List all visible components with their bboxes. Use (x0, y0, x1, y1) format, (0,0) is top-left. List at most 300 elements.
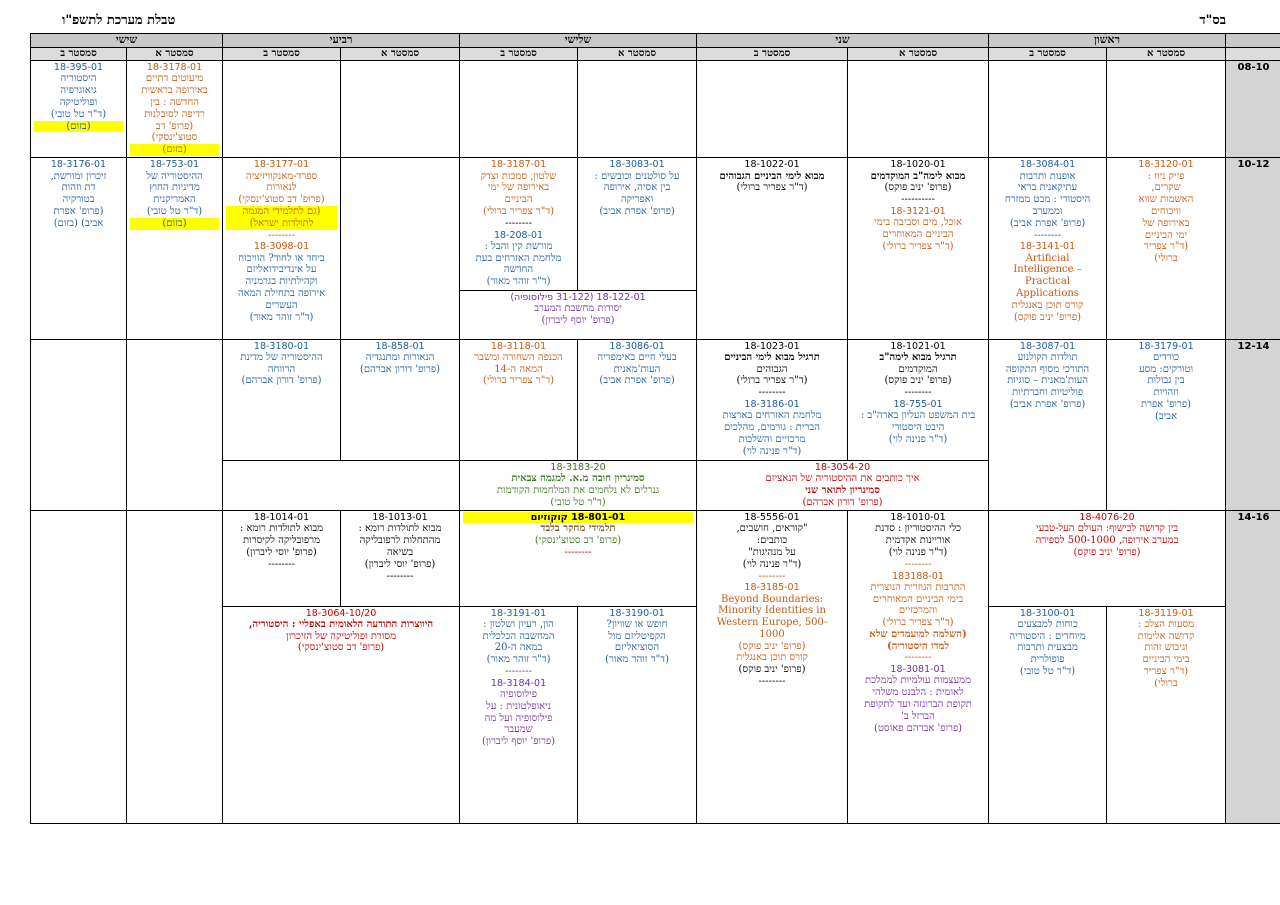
course-line: באירופה של (1142, 217, 1190, 229)
course-code: 18-1023-01 (744, 340, 800, 352)
course-cell (460, 158, 578, 291)
course-cell (341, 339, 460, 461)
course-line: (פרופ' דורון אברהם) (241, 375, 322, 387)
course-line: על מנהיגות" (748, 546, 796, 558)
course-line: (פרופ' יניב פוקס) (884, 182, 952, 194)
course-line: Beyond Boundaries: (721, 593, 824, 605)
course-cell (460, 461, 697, 511)
course-line: וזהויות (1153, 387, 1179, 399)
course-cell (31, 158, 127, 339)
course-line: ההיסטוריה של מדינת (240, 351, 323, 363)
course-code: 18-1021-01 (890, 340, 946, 352)
course-line: תלמידי מחקר בלבד (540, 523, 616, 535)
course-cell (989, 61, 1107, 158)
day-header-friday: שישי (31, 34, 223, 48)
course-line: (גם לתלמידי המגמה (226, 206, 337, 218)
course-line: 1000 (759, 628, 785, 640)
course-code: 18-3087-01 (1019, 340, 1076, 352)
course-line: אירופה בתחילת המאה (237, 288, 326, 300)
course-code: 18-1014-01 (253, 512, 310, 524)
course-line: (ד"ר פנינה לוי) (742, 445, 802, 457)
day-header-monday: שני (697, 34, 989, 48)
course-line: בימי הביניים (1142, 654, 1190, 666)
course-line: בשיאה (386, 546, 414, 558)
course-line: בין אסיה, אירופה (603, 182, 671, 194)
course-line: (פרופ' דורון אברהם) (802, 497, 883, 509)
course-cell (989, 511, 1226, 607)
semester-header: סמסטר א (848, 48, 989, 61)
course-line: -------- (1034, 229, 1062, 241)
course-line: באירופה בראשית (141, 85, 208, 97)
course-line: העות'מאנית (613, 363, 661, 375)
course-code: 18-3186-01 (744, 398, 800, 410)
course-code: 18-3191-01 (490, 607, 547, 619)
course-line: יסודות מחשבת המערב (534, 303, 622, 315)
course-line: פייק ניוז : (1147, 170, 1185, 182)
course-line: בטורקיה (62, 194, 95, 206)
course-cell (460, 511, 697, 607)
course-line: -------- (758, 676, 786, 688)
corner-cell (1226, 34, 1280, 48)
course-line: -------- (758, 570, 786, 582)
corner-cell (1226, 48, 1280, 61)
course-line: במערב אירופה, 500-1000 לספירה (1035, 535, 1179, 547)
course-line: (ד"ר צפריר ברולי) (483, 206, 555, 218)
course-line: לנאורות (266, 182, 297, 194)
course-line: התורכי מסוף התקופה (1005, 363, 1090, 375)
course-line: (פרופ' אפרת (1141, 398, 1192, 410)
course-line: (ד"ר צפריר ברולי) (882, 617, 954, 629)
course-line: (ד"ר זוהר מאור) (486, 276, 551, 288)
time-slot: 10-12 (1226, 158, 1280, 339)
course-line: באירופה של ימי (487, 182, 550, 194)
course-line: -------- (268, 558, 296, 570)
course-code: 18-3120-01 (1138, 159, 1194, 171)
course-line: היווצרות התודעה הלאומית באפליי : היסטוריה, (248, 618, 434, 630)
course-line: (פרופ' יניב פוקס) (738, 664, 806, 676)
course-line: היסטוריה (60, 73, 97, 85)
course-line: המאה ה-14 (494, 363, 543, 375)
course-line: ההיסטוריה של (146, 170, 203, 182)
course-code: 18-3119-01 (1138, 607, 1194, 619)
course-line: (פרופ' יוסף ליברון) (482, 736, 556, 748)
course-line: תולדות הקולנוע (1017, 351, 1078, 363)
course-line: (ד"ר פנינה לוי) (742, 558, 802, 570)
course-code: 18-3121-01 (890, 206, 946, 218)
course-line: קורס תוכן באנגלית (1011, 299, 1084, 311)
page-title: טבלת מערכת לתשפ"ו (62, 13, 176, 28)
semester-header: סמסטר א (1107, 48, 1226, 61)
course-line: (פרופ' יוסף ליברון) (541, 315, 615, 327)
course-cell (223, 61, 341, 158)
course-line: Applications (1016, 288, 1079, 300)
course-code: 18-753-01 (149, 159, 200, 171)
semester-header: סמסטר ב (697, 48, 848, 61)
course-line: (ד"ר צפריר ברולי) (736, 182, 808, 194)
course-code: 18-3176-01 (50, 159, 107, 171)
course-cell (460, 291, 697, 339)
course-line: אוכל, מים וסביבה בימי (874, 217, 962, 229)
course-cell (1107, 339, 1226, 511)
slot-row-1416-top (31, 511, 1280, 607)
course-code: 18-3084-01 (1019, 159, 1076, 171)
course-cell (697, 511, 848, 824)
course-cell (1107, 158, 1226, 339)
course-line: (ד"ר פנינה לוי) (888, 433, 948, 445)
course-line: ניאופלטונית : על (486, 700, 552, 712)
course-line: תרגיל מבוא לימה"ב (879, 351, 957, 363)
course-line: מורשת קין והבל : (484, 240, 553, 252)
course-cell (31, 511, 127, 824)
course-line: "קוראים, חושבים, (736, 523, 808, 535)
course-line: בין קדושה לכישוף: העולם העל-טבעי (1035, 523, 1179, 535)
course-code: 18-3098-01 (253, 241, 310, 253)
course-line: ביחד או לחוד? הוויכוח (238, 252, 325, 264)
course-code: 18-3141-01 (1019, 241, 1076, 253)
course-line: וממערב (1032, 206, 1063, 218)
course-code: 18-4076-20 (1079, 512, 1135, 524)
course-line: Western Europe, 500- (716, 617, 828, 629)
slot-row-0810 (31, 61, 1280, 158)
course-line: פילוסופיה (500, 689, 538, 701)
course-cell (223, 461, 460, 511)
course-line: וקהילתיות בגרמניה (245, 276, 318, 288)
course-line: סטוצ'ינסקי) (151, 132, 198, 144)
course-line: הברית : גורמים, מהלכים (724, 421, 821, 433)
course-line: (פרופ' יניב פוקס) (738, 640, 806, 652)
course-line: למדו היסטוריה) (886, 640, 950, 652)
course-line: גנרלים לא נלחמים את המלחמות הקודמות (496, 485, 660, 497)
course-line: (ד"ר טל טובי) (1019, 666, 1076, 678)
course-line: פופולרית (1030, 654, 1065, 666)
course-line: מיוחדים : היסטוריה (1009, 630, 1086, 642)
course-line: מבוא לתולדות רומא : (358, 523, 442, 535)
course-line: הון, רעיון ושלטון : (483, 618, 554, 630)
course-code: 18-1022-01 (744, 159, 800, 171)
course-code: 18-3183-20 (550, 462, 606, 474)
course-line: (ד"ר זוהר מאור) (486, 654, 551, 666)
course-cell (578, 339, 697, 461)
course-line: וויכוחים (1151, 206, 1182, 218)
course-cell (697, 461, 989, 511)
course-line: -------- (904, 652, 932, 664)
course-line: ---------- (901, 194, 935, 206)
course-line: מרפובליקה לקיסרות (243, 535, 320, 547)
course-code: 18-3178-01 (146, 62, 203, 74)
course-cell (127, 511, 223, 824)
course-line: Artificial (1025, 252, 1070, 264)
course-line: -------- (505, 217, 533, 229)
course-line: -------- (268, 229, 296, 241)
course-line: מהתחלות לרפובליקה (359, 535, 441, 547)
semester-header: סמסטר ב (31, 48, 127, 61)
course-code: 18-755-01 (893, 398, 943, 410)
course-line: (פרופ' דב (155, 120, 194, 132)
course-line: הקפיטליזם מול (608, 630, 666, 642)
course-line: מיעוטים דתיים (145, 73, 204, 85)
course-cell (223, 511, 341, 607)
course-code: 18-1020-01 (890, 159, 946, 171)
course-line: כותבים: (756, 535, 788, 547)
time-slot: 08-10 (1226, 61, 1280, 158)
course-code: 18-858-01 (375, 340, 425, 352)
course-code: 18-3081-01 (890, 664, 946, 676)
course-line: סמינריון חובה מ.א. למגמה צבאית (511, 473, 645, 485)
course-line: פילוסופיה ועל מה (484, 712, 553, 724)
course-line: (ד"ר צפריר ברולי) (736, 375, 808, 387)
course-line: (פרופ' אפרת אביב) (599, 375, 675, 387)
course-line: כורדים (1153, 351, 1180, 363)
course-line: (פרופ' דורון אברהם) (360, 363, 441, 375)
course-line: מרכזיים והשלכות (738, 433, 806, 445)
course-line: Minority Identities in (718, 605, 826, 617)
course-line: היבט היסטורי (891, 421, 945, 433)
course-line: איך כותבים את ההיסטוריה של הנאציזם (765, 473, 920, 485)
course-cell (127, 61, 223, 158)
course-line: עתיקאנית בראי (1017, 182, 1078, 194)
course-cell (848, 339, 989, 461)
day-header-sunday: ראשון (989, 34, 1226, 48)
slot-row-1214-top (31, 339, 1280, 461)
course-line: המחשבה הכלכלית (482, 630, 555, 642)
course-cell (460, 606, 578, 823)
course-line: לתולדות ישראל) (226, 218, 337, 230)
course-line: -------- (386, 570, 414, 582)
course-line: וגיבוש זהות (1144, 642, 1188, 654)
course-line: (פרופ' אפרת (53, 206, 104, 218)
course-code: 183188-01 (892, 570, 944, 582)
course-line: הסוציאליזם (614, 642, 660, 654)
course-line: (ד"ר טל טובי) (550, 497, 606, 509)
course-line: (פרופ' אפרת אביב) (1009, 398, 1086, 410)
course-line: אופנות ותרבות (1019, 170, 1076, 182)
course-code: 18-395-01 (53, 62, 104, 74)
course-line: (ד"ר טל טובי) (146, 206, 203, 218)
top-mark: בס"ד (1199, 13, 1226, 28)
course-line: (פרופ' יוסי ליברון) (246, 546, 317, 558)
course-line: (פרופ' אפרת אביב) (599, 206, 675, 218)
course-code: 18-3054-20 (814, 462, 871, 474)
course-cell (223, 606, 460, 823)
course-line: רדיפה לסובלנות (144, 108, 205, 120)
course-line: על סולטנים וכובשים : (594, 170, 680, 182)
course-line: ואפריקה (620, 194, 654, 206)
course-line: (השלמה למועמדים שלא (869, 628, 967, 640)
course-code: 18-3064-10/20 (305, 607, 377, 619)
course-line: בעלי חיים באימפריה (597, 351, 677, 363)
course-line: מסעות הצלב : (1137, 618, 1195, 630)
course-line: -------- (904, 387, 932, 399)
course-line: בית המשפט העליון בארה"ב : (860, 410, 976, 422)
course-cell (127, 158, 223, 339)
course-line: מלחמת האזרחים בארצות (722, 410, 822, 422)
course-line: ברולי) (1154, 677, 1178, 689)
course-line: (פרופ' יניב פוקס) (1014, 311, 1082, 323)
course-line: (בזום) (130, 144, 219, 156)
course-line: (ד"ר זוהר מאור) (605, 654, 669, 666)
semesters-row (31, 48, 1280, 61)
course-cell (697, 158, 848, 339)
course-code: 18-3180-01 (253, 340, 310, 352)
course-line: הביניים (504, 194, 533, 206)
course-line: מבוא לימי הביניים הגבוהים (719, 170, 825, 182)
course-line: (ד"ר פנינה לוי) (888, 546, 948, 558)
course-line: מבוא לימה"ב המוקדמים (870, 170, 966, 182)
course-cell (223, 158, 341, 339)
course-line: Practical (1025, 276, 1071, 288)
course-line: וטורקים: מסע (1138, 363, 1194, 375)
course-line: -------- (505, 666, 533, 678)
course-line: על אינדיבידואליזם (246, 264, 317, 276)
course-line: במאה ה-20 (494, 642, 543, 654)
course-cell (697, 61, 848, 158)
course-line: (פרופ' יניב פוקס) (1073, 546, 1141, 558)
course-line: החדשה (503, 264, 534, 276)
time-slot: 12-14 (1226, 339, 1280, 511)
course-code: 18-5556-01 (744, 512, 800, 524)
course-line: (בזום) (34, 121, 123, 133)
course-cell (578, 158, 697, 291)
course-cell (341, 158, 460, 339)
course-code: 18-1010-01 (890, 512, 946, 524)
course-line: העות'מאנית – סוגיות (1007, 375, 1088, 387)
course-line: ממעצמות עולמיות לממלכת (865, 675, 972, 687)
course-line: שלטון, סמכות וצדק (480, 170, 557, 182)
course-line: -------- (758, 387, 786, 399)
course-line: זיכרון ומורשת, (50, 170, 107, 182)
course-code: 18-3100-01 (1019, 607, 1076, 619)
course-line: העשרים (265, 299, 298, 311)
course-line: שמעבר (504, 724, 533, 736)
course-line: (פרופ' יוסי ליברון) (364, 558, 436, 570)
course-code: 18-3190-01 (609, 607, 665, 619)
course-code: 18-3179-01 (1138, 340, 1194, 352)
course-line: מבוא לתולדות רומא : (239, 523, 324, 535)
course-line: (ד"ר צפריר ברולי) (882, 240, 954, 252)
course-code: 18-1013-01 (372, 512, 428, 524)
course-cell (223, 339, 341, 461)
course-cell (341, 61, 460, 158)
course-line: (ד"ר צפריר (1143, 666, 1189, 678)
timetable (30, 33, 1280, 824)
course-line: מדיניות החוץ (149, 182, 200, 194)
course-code: 18-208-01 (493, 229, 544, 241)
course-line: (ד"ר זוהר מאור) (249, 311, 314, 323)
course-cell (460, 339, 578, 461)
course-cell (989, 158, 1107, 339)
semester-header: סמסטר ב (989, 48, 1107, 61)
course-line: קדושה אלימות (1137, 630, 1195, 642)
course-line: הרווחה (267, 363, 296, 375)
course-line: -------- (904, 558, 932, 570)
course-line: בימי הביניים המאוחרים (872, 593, 964, 605)
course-line: שקרים, (1151, 182, 1181, 194)
course-line: התרבות הגוזרית הנוצרית (870, 581, 966, 593)
course-line: Intelligence – (1013, 264, 1082, 276)
course-cell (127, 339, 223, 511)
time-slot: 14-16 (1226, 511, 1280, 824)
course-line: פוליטיות וחברתיות (1011, 387, 1084, 399)
course-cell (578, 606, 697, 823)
course-line: כוחות למבצעים (1017, 618, 1078, 630)
course-code: 18-3083-01 (609, 159, 665, 171)
course-line: והמרכזיים (898, 605, 938, 617)
course-line: הנאורות ומתנגדיה (365, 351, 435, 363)
course-cell (341, 511, 460, 607)
days-row (31, 34, 1280, 48)
course-line: תרגיל מבוא לימי הביניים (724, 351, 820, 363)
course-line: הברזל ב' (901, 710, 935, 722)
course-line: (ד"ר צפריר ברולי) (483, 375, 555, 387)
course-line: ופוליטיקה (59, 96, 98, 108)
course-line: (פרופ' דב סטוצ'ינסקי) (238, 194, 325, 206)
course-cell (460, 61, 578, 158)
slot-row-1012-top (31, 158, 1280, 291)
course-line: ברולי) (1154, 253, 1178, 265)
course-line: דת וזהות (61, 182, 96, 194)
course-line: גיאוגרפיה (60, 85, 97, 97)
course-line: הגבוהים (756, 363, 788, 375)
course-line: (ד"ר צפריר (1143, 241, 1189, 253)
course-code: 18-3185-01 (744, 582, 800, 594)
course-line: כלי ההיסטוריון : סדנת (875, 523, 962, 535)
course-cell (31, 339, 127, 511)
course-line: (פרופ' אפרת אביב) (1009, 217, 1086, 229)
course-line: מלחמת האזרחים בעת (475, 252, 562, 264)
course-line: קורס תוכן באנגלית (736, 652, 808, 664)
course-cell (697, 339, 848, 461)
day-header-tuesday: שלישי (460, 34, 697, 48)
course-cell (1107, 606, 1226, 823)
course-code: 18-3086-01 (609, 340, 665, 352)
course-line: (פרופ' דב סטוצ'ינסקי) (297, 642, 385, 654)
course-line: האמריקנית (153, 194, 196, 206)
course-cell (848, 158, 989, 339)
day-header-wednesday: רביעי (223, 34, 460, 48)
course-line: תקופת הברונזה ועד לתקופת (864, 699, 972, 711)
course-code: 18-3184-01 (490, 677, 547, 689)
course-line: חופש או שוויון? (606, 618, 668, 630)
course-line: מבצעית ותרבות (1017, 642, 1078, 654)
course-cell (848, 61, 989, 158)
course-line: בין גבולות (1147, 375, 1185, 387)
course-line: אביב) (בזום) (53, 217, 104, 229)
semester-header: סמסטר א (127, 48, 223, 61)
course-code: 18-801-01 קוקוזיום (463, 512, 693, 523)
course-line: לאומית : הלבנט משלהי (872, 687, 964, 699)
course-line: ספרד-מאנקוויזיציה (245, 170, 318, 182)
course-code: 18-122-01 (31-122 פילוסופיה) (510, 292, 646, 304)
course-line: היסטורי : מבט ממזרח (1004, 194, 1091, 206)
course-line: אביב) (1154, 410, 1178, 422)
course-cell (848, 511, 989, 824)
semester-header: סמסטר ב (460, 48, 578, 61)
course-line: (פרופ' יניב פוקס) (884, 375, 952, 387)
course-line: אוריינות אקדמית (885, 535, 951, 547)
course-line: (בזום) (130, 218, 219, 230)
course-line: (פרופ' דב סטוצ'ינסקי) (534, 535, 622, 547)
course-line: -------- (564, 546, 592, 558)
course-cell (578, 61, 697, 158)
course-code: 18-3118-01 (490, 340, 547, 352)
semester-header: סמסטר א (341, 48, 460, 61)
course-line: סמינריון לתואר שני (805, 485, 880, 497)
course-cell (31, 61, 127, 158)
course-cell (1107, 61, 1226, 158)
course-line: הכנפה השחורה ומשבר (474, 351, 563, 363)
semester-header: סמסטר ב (223, 48, 341, 61)
course-code: 18-3187-01 (490, 159, 547, 171)
